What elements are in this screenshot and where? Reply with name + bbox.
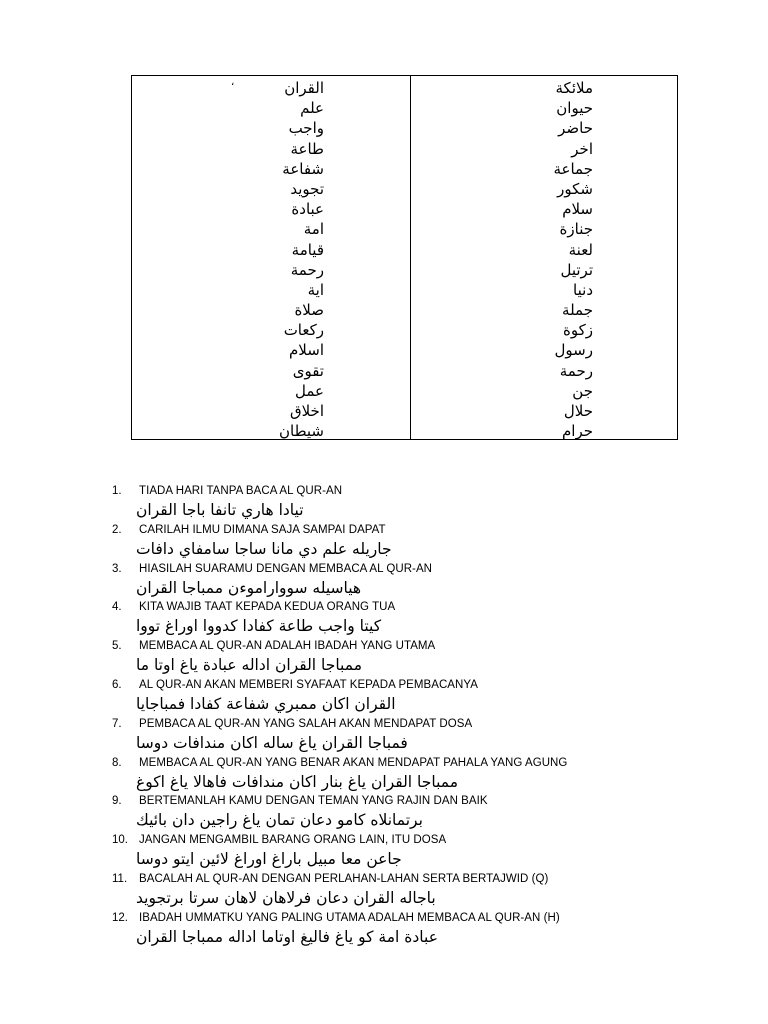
sentence-latin: CARILAH ILMU DIMANA SAJA SAMPAI DAPAT xyxy=(139,523,386,536)
sentence-number: 6. xyxy=(112,678,122,691)
sentence-number: 4. xyxy=(112,601,122,614)
sentence-latin: MEMBACA AL QUR-AN ADALAH IBADAH YANG UTAMA xyxy=(139,640,436,653)
tick-mark: ، xyxy=(231,77,235,88)
vocabulary-word: سلام xyxy=(562,200,593,219)
vocabulary-word: القران xyxy=(284,79,324,97)
vocabulary-word: عمل xyxy=(295,381,324,400)
sentence-number: 8. xyxy=(112,756,122,769)
sentence-number: 7. xyxy=(112,717,122,730)
sentence-number: 9. xyxy=(112,795,122,808)
vocabulary-word: حيوان xyxy=(556,99,593,118)
sentence-item xyxy=(0,910,768,949)
sentence-number: 10. xyxy=(112,834,128,847)
sentence-jawi: ممباجا القران ياغ بنار اكان مندافات فاهالا ياغ اكوغ xyxy=(136,772,459,791)
vocabulary-word: اخلاق xyxy=(289,402,324,420)
sentence-number: 3. xyxy=(112,562,122,575)
vocabulary-column-right xyxy=(433,78,593,441)
sentence-latin: TIADA HARI TANPA BACA AL QUR-AN xyxy=(139,485,343,497)
sentence-latin: AL QUR-AN AKAN MEMBERI SYAFAAT KEPADA PEMBACANYA xyxy=(139,678,478,691)
sentence-item xyxy=(0,793,768,832)
sentence-jawi: فمباجا القران ياغ ساله اكان مندافات دوسا xyxy=(136,733,408,752)
sentence-jawi: جاريله علم دي مانا ساجا سامفاي دافات xyxy=(136,539,392,558)
sentence-latin: BERTEMANLAH KAMU DENGAN TEMAN YANG RAJIN DAN BAIK xyxy=(139,795,488,808)
sentence-latin: KITA WAJIB TAAT KEPADA KEDUA ORANG TUA xyxy=(139,601,396,614)
sentence-number: 11. xyxy=(112,872,128,885)
sentence-item xyxy=(0,522,768,561)
sentence-latin: PEMBACA AL QUR-AN YANG SALAH AKAN MENDAPAT DOSA xyxy=(139,717,473,730)
sentence-jawi: برتمانلاه كامو دعان تمان ياغ راجين دان بائيك xyxy=(136,811,423,830)
vocabulary-word: رسول xyxy=(554,341,593,360)
vocabulary-word: جملة xyxy=(562,301,593,320)
sentence-jawi: عبادة امة كو ياغ فاليغ اوتاما اداله ممباجا القران xyxy=(136,927,438,946)
vocabulary-word: قيامة xyxy=(291,240,324,259)
sentence-item xyxy=(0,716,768,755)
vocabulary-word: حلال xyxy=(563,402,593,420)
sentence-item xyxy=(0,483,768,522)
vocabulary-word: حاضر xyxy=(558,119,593,138)
vocabulary-word: واجب xyxy=(288,119,324,138)
vocabulary-word: امة xyxy=(303,220,324,239)
vocabulary-word: رحمة xyxy=(290,260,324,279)
sentence-jawi: القران اكان ممبري شفاعة كفادا فمباجايا xyxy=(136,694,396,713)
vocabulary-word: شفاعة xyxy=(282,159,324,178)
sentence-item xyxy=(0,871,768,910)
vocabulary-word: عبادة xyxy=(291,200,324,219)
sentence-latin: IBADAH UMMATKU YANG PALING UTAMA ADALAH MEMBACA AL QUR-AN (H) xyxy=(139,911,560,924)
vocabulary-word: رحمة xyxy=(559,361,593,380)
sentence-list xyxy=(0,483,768,949)
vocabulary-word: علم xyxy=(300,99,324,118)
vocabulary-word: حرام xyxy=(561,422,593,441)
sentence-jawi: ممباجا القران اداله عبادة ياغ اوتا ما xyxy=(136,656,362,675)
vocabulary-word: ترتيل xyxy=(560,260,593,279)
vocabulary-word: جماعة xyxy=(553,159,593,178)
vocabulary-table xyxy=(131,75,678,440)
sentence-number: 1. xyxy=(112,485,122,497)
sentence-jawi: كيتا واجب طاعة كفادا كدووا اوراغ تووا xyxy=(136,617,382,636)
vocabulary-word: شيطان xyxy=(279,422,324,441)
vocabulary-word: اسلام xyxy=(289,341,324,360)
sentence-jawi: هياسيله سوواراموءن ممباجا القران xyxy=(136,578,362,597)
vocabulary-word: جنازة xyxy=(559,220,593,239)
vocabulary-word: تجويد xyxy=(290,179,324,198)
sentence-number: 5. xyxy=(112,640,122,653)
sentence-jawi: تيادا هاري تانفا باجا القران xyxy=(136,501,304,519)
sentence-item xyxy=(0,832,768,871)
sentence-item xyxy=(0,561,768,600)
vocabulary-word: ملائكة xyxy=(555,79,593,97)
vocabulary-column-left xyxy=(164,78,324,441)
sentence-item xyxy=(0,755,768,794)
sentence-number: 12. xyxy=(112,911,128,924)
sentence-number: 2. xyxy=(112,523,122,536)
sentence-item xyxy=(0,638,768,677)
sentence-jawi: باجاله القران دعان فرلاهان لاهان سرتا برتجويد xyxy=(136,888,436,907)
vocabulary-word: دنيا xyxy=(573,280,593,299)
vocabulary-word: صلاة xyxy=(294,301,324,320)
sentence-latin: JANGAN MENGAMBIL BARANG ORANG LAIN, ITU DOSA xyxy=(139,834,447,847)
vocabulary-word: اية xyxy=(307,280,324,299)
vocabulary-word: لعنة xyxy=(568,240,593,259)
sentence-latin: HIASILAH SUARAMU DENGAN MEMBACA AL QUR-AN xyxy=(139,562,433,575)
sentence-jawi: جاعن معا مبيل باراغ اوراغ لائين ايتو دوسا xyxy=(136,850,402,869)
column-divider xyxy=(410,76,411,439)
vocabulary-word: جن xyxy=(572,381,593,400)
vocabulary-word: تقوى xyxy=(292,361,324,380)
vocabulary-word: شكور xyxy=(557,179,593,198)
vocabulary-word: زكوة xyxy=(563,321,593,340)
vocabulary-word: طاعة xyxy=(290,139,324,158)
sentence-item xyxy=(0,599,768,638)
sentence-latin: MEMBACA AL QUR-AN YANG BENAR AKAN MENDAPAT PAHALA YANG AGUNG xyxy=(139,756,568,769)
sentence-item xyxy=(0,677,768,716)
sentence-latin: BACALAH AL QUR-AN DENGAN PERLAHAN-LAHAN SERTA BERTAJWID (Q) xyxy=(139,872,549,885)
vocabulary-word: ركعات xyxy=(283,321,324,340)
vocabulary-word: اخر xyxy=(571,139,593,158)
